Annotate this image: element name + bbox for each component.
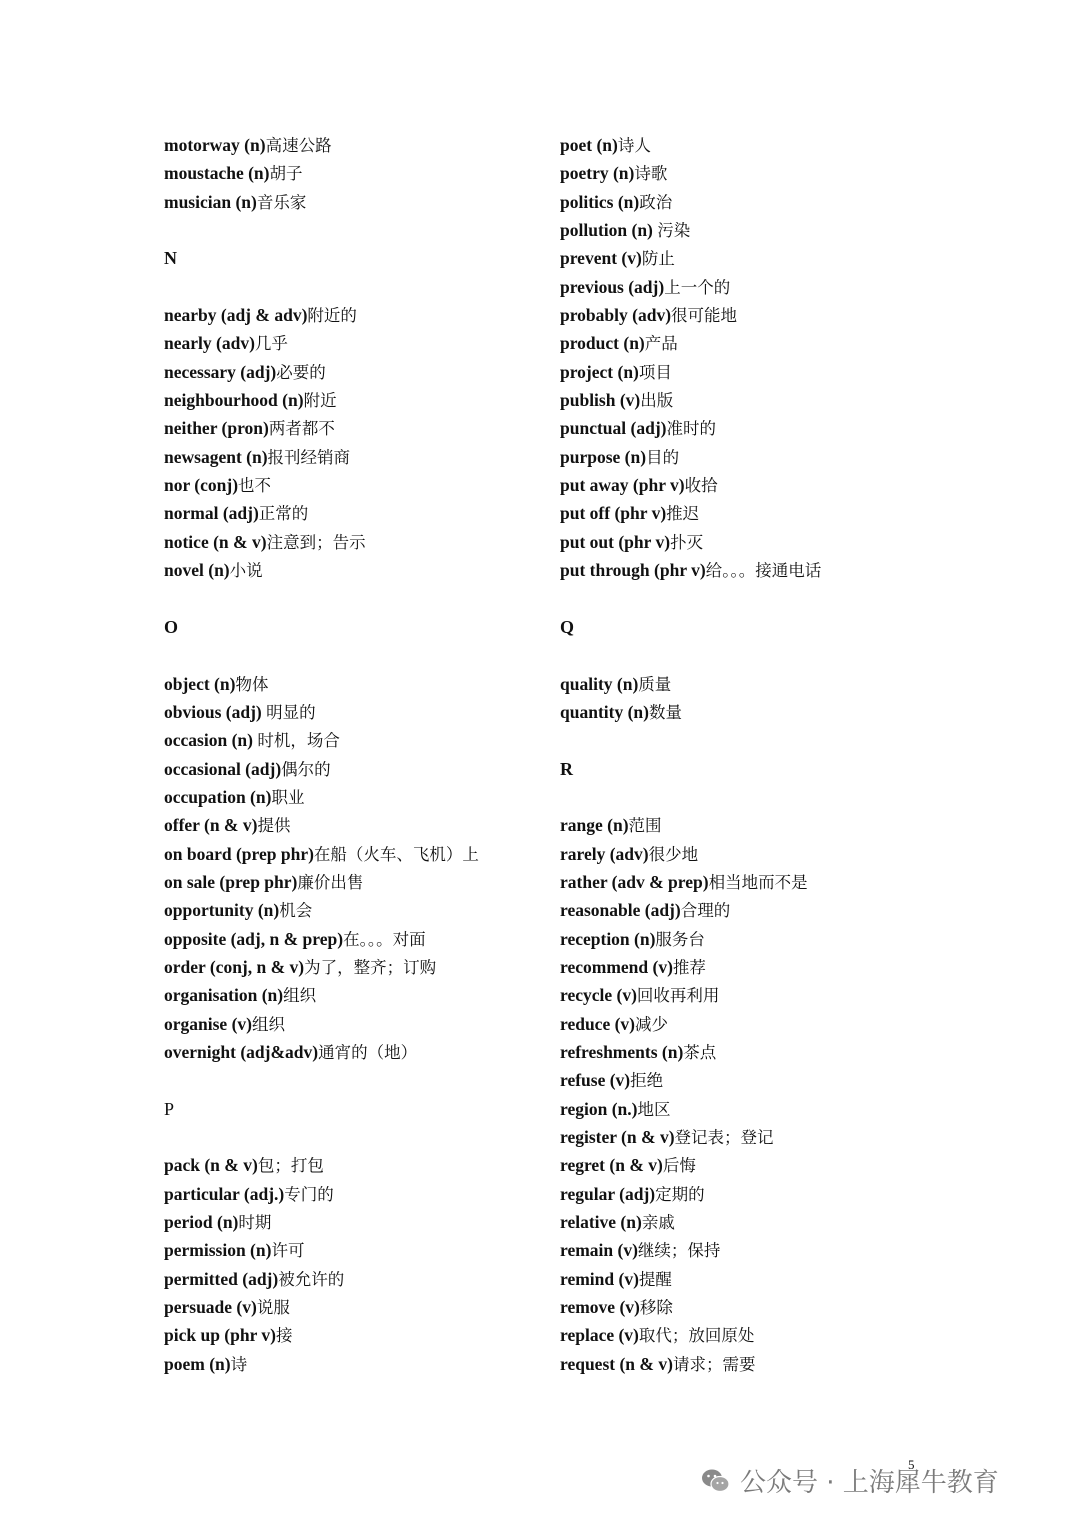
vocab-term: occasion (n): [164, 730, 258, 751]
vocab-term: occasional (adj): [164, 758, 282, 779]
vocab-definition: 后悔: [662, 1156, 696, 1176]
vocab-definition: 出版: [640, 391, 674, 411]
vocab-term: reasonable (adj): [560, 900, 681, 921]
vocab-entry: [164, 1180, 534, 1208]
vocab-definition: 职业: [271, 787, 305, 807]
vocab-term: purpose (n): [560, 446, 647, 467]
vocab-term: recommend (v): [560, 956, 673, 977]
vocab-entry: [560, 329, 980, 357]
vocab-term: pack (n & v): [164, 1155, 258, 1176]
vocab-term: musician (n): [164, 191, 257, 212]
vocab-entry: [560, 1066, 980, 1094]
vocab-term: rarely (adv): [560, 843, 649, 864]
vocab-term: normal (adj): [164, 503, 259, 524]
vocab-definition: 地区: [637, 1099, 671, 1119]
vocab-definition: 推迟: [666, 504, 700, 524]
blank-line: [560, 783, 980, 811]
vocab-entry: [560, 698, 980, 726]
vocab-definition: 拒绝: [630, 1071, 664, 1091]
vocab-entry: [560, 1321, 980, 1349]
blank-line: [560, 585, 980, 613]
vocab-entry: [164, 755, 534, 783]
left-column: [164, 131, 534, 1378]
vocab-definition: 时期: [238, 1213, 272, 1233]
vocab-definition: 污染: [657, 221, 691, 241]
vocab-term: product (n): [560, 333, 645, 354]
vocab-definition: 数量: [648, 702, 682, 722]
vocab-entry: [164, 726, 534, 754]
vocab-definition: 回收再利用: [636, 986, 720, 1006]
blank-line: [164, 273, 534, 301]
vocab-definition: 扑灭: [670, 532, 704, 552]
blank-line: [164, 216, 534, 244]
vocab-definition: 质量: [638, 674, 672, 694]
vocab-entry: [164, 783, 534, 811]
vocab-definition: 登记表；登记: [674, 1128, 774, 1148]
vocab-definition: 小说: [229, 561, 263, 581]
vocab-term: remind (v): [560, 1268, 639, 1289]
vocab-term: request (n & v): [560, 1353, 673, 1374]
vocab-definition: 机会: [279, 901, 313, 921]
vocab-definition: 通宵的（地）: [318, 1043, 418, 1062]
vocab-entry: [164, 981, 534, 1009]
vocab-definition: 偶尔的: [281, 759, 331, 779]
vocab-entry: [560, 925, 980, 953]
vocab-definition: 廉价出售: [297, 872, 364, 892]
blank-line: [164, 1123, 534, 1151]
vocab-term: neither (pron): [164, 418, 269, 439]
vocab-definition: 防止: [641, 249, 675, 269]
vocab-entry: [560, 1123, 980, 1151]
vocab-term: remain (v): [560, 1240, 638, 1261]
vocab-entry: [164, 159, 534, 187]
vocab-definition: 产品: [644, 334, 678, 354]
vocab-term: publish (v): [560, 390, 641, 411]
vocab-definition: 在。。。对面: [343, 929, 426, 949]
vocab-term: organisation (n): [164, 985, 284, 1006]
vocab-entry: [560, 301, 980, 329]
vocab-term: replace (v): [560, 1325, 639, 1346]
vocab-entry: [164, 1350, 534, 1378]
vocab-term: neighbourhood (n): [164, 390, 304, 411]
vocab-term: quantity (n): [560, 701, 649, 722]
vocab-definition: 报刊经销商: [267, 447, 351, 467]
section-letter-text: P: [164, 1098, 175, 1119]
vocab-entry: [164, 698, 534, 726]
vocab-entry: [164, 953, 534, 981]
vocab-entry: [560, 1151, 980, 1179]
vocab-definition: 专门的: [284, 1184, 334, 1204]
vocab-term: previous (adj): [560, 276, 665, 297]
vocab-definition: 说服: [256, 1298, 290, 1318]
vocab-term: on sale (prep phr): [164, 871, 298, 892]
vocab-definition: 请求；需要: [672, 1354, 756, 1374]
vocab-definition: 相当地而不是: [708, 872, 808, 892]
vocab-term: nearby (adj & adv): [164, 305, 308, 326]
vocab-definition: 注意到；告示: [266, 532, 366, 552]
vocab-definition: 也不: [238, 476, 272, 496]
vocab-term: pick up (phr v): [164, 1325, 277, 1346]
vocab-entry: [164, 925, 534, 953]
vocab-entry: [560, 216, 980, 244]
vocab-definition: 两者都不: [268, 419, 335, 439]
vocab-entry: [560, 131, 980, 159]
vocab-term: register (n & v): [560, 1127, 675, 1148]
section-letter: [164, 244, 534, 272]
section-letter-text: Q: [560, 616, 575, 637]
vocab-term: reduce (v): [560, 1013, 635, 1034]
vocab-term: offer (n & v): [164, 815, 258, 836]
vocab-definition: 胡子: [269, 164, 303, 184]
vocab-definition: 范围: [628, 816, 662, 836]
vocab-definition: 提供: [257, 816, 291, 836]
blank-line: [164, 1066, 534, 1094]
vocab-entry: [560, 358, 980, 386]
vocab-definition: 服务台: [655, 929, 705, 949]
vocab-term: particular (adj.): [164, 1183, 285, 1204]
vocab-term: prevent (v): [560, 248, 642, 269]
vocab-term: region (n.): [560, 1098, 638, 1119]
vocab-term: poet (n): [560, 135, 618, 155]
vocab-definition: 时机，场合: [257, 731, 340, 751]
vocab-definition: 很可能地: [671, 306, 738, 326]
vocab-entry: [560, 1180, 980, 1208]
vocab-term: rather (adv & prep): [560, 871, 709, 892]
vocab-term: poem (n): [164, 1353, 231, 1374]
vocab-entry: [164, 329, 534, 357]
vocab-entry: [560, 499, 980, 527]
vocab-term: organise (v): [164, 1013, 252, 1034]
vocab-entry: [164, 868, 534, 896]
section-letter: [560, 613, 980, 641]
vocab-term: opposite (adj, n & prep): [164, 928, 344, 949]
vocab-definition: 提醒: [638, 1269, 672, 1289]
vocab-term: put through (phr v): [560, 560, 706, 581]
vocab-definition: 诗人: [617, 136, 651, 155]
vocab-definition: 很少地: [648, 844, 699, 864]
vocab-definition: 包；打包: [257, 1156, 324, 1176]
vocab-definition: 附近: [303, 391, 337, 411]
vocab-entry: [560, 840, 980, 868]
blank-line: [560, 641, 980, 669]
vocab-term: period (n): [164, 1212, 239, 1233]
vocab-entry: [560, 244, 980, 272]
vocab-definition: 移除: [639, 1298, 673, 1318]
vocab-definition: 继续；保持: [637, 1241, 721, 1261]
vocab-term: refreshments (n): [560, 1042, 684, 1062]
vocab-entry: [560, 670, 980, 698]
vocab-term: quality (n): [560, 673, 639, 694]
vocab-entry: [164, 1151, 534, 1179]
vocab-entry: [560, 1350, 980, 1378]
vocab-entry: [560, 1265, 980, 1293]
vocab-definition: 高速公路: [265, 136, 332, 155]
vocab-definition: 组织: [283, 986, 317, 1006]
vocab-term: newsagent (n): [164, 446, 268, 467]
vocab-entry: [560, 1095, 980, 1123]
vocab-entry: [164, 1293, 534, 1321]
vocab-term: put off (phr v): [560, 503, 667, 524]
vocab-term: reception (n): [560, 928, 656, 949]
vocab-definition: 亲戚: [641, 1213, 675, 1233]
vocab-entry: [560, 443, 980, 471]
vocab-entry: [164, 386, 534, 414]
vocab-definition: 收拾: [684, 476, 718, 496]
vocab-definition: 物体: [235, 674, 269, 694]
vocab-term: pollution (n): [560, 220, 658, 241]
vocab-entry: [164, 811, 534, 839]
vocab-entry: [164, 896, 534, 924]
section-letter: [164, 1095, 534, 1123]
vocab-definition: 定期的: [655, 1184, 705, 1204]
vocab-term: remove (v): [560, 1297, 640, 1318]
vocab-term: regular (adj): [560, 1183, 656, 1204]
right-column: [560, 131, 980, 1378]
page-number: 5: [908, 1457, 915, 1472]
vocab-definition: 几乎: [254, 334, 288, 354]
vocab-term: moustache (n): [164, 163, 270, 184]
vocab-entry: [164, 1038, 534, 1066]
vocab-definition: 在船（火车、飞机）上: [313, 844, 479, 864]
vocab-entry: [560, 386, 980, 414]
vocab-entry: [164, 1321, 534, 1349]
wechat-icon: [700, 1465, 732, 1497]
vocab-term: range (n): [560, 815, 629, 836]
vocab-entry: [164, 670, 534, 698]
vocab-entry: [560, 811, 980, 839]
vocab-definition: 减少: [635, 1014, 668, 1034]
vocab-definition: 诗歌: [634, 164, 668, 184]
blank-line: [164, 641, 534, 669]
vocab-definition: 推荐: [672, 957, 706, 977]
vocab-term: project (n): [560, 361, 639, 382]
vocab-entry: [164, 188, 534, 216]
vocab-term: opportunity (n): [164, 900, 280, 921]
vocab-entry: [560, 981, 980, 1009]
vocab-definition: 准时的: [666, 419, 716, 439]
vocab-term: occupation (n): [164, 786, 272, 807]
blank-line: [560, 726, 980, 754]
vocab-definition: 诗: [230, 1354, 248, 1374]
vocab-term: on board (prep phr): [164, 843, 314, 864]
vocab-term: necessary (adj): [164, 361, 277, 382]
vocab-definition: 目的: [646, 447, 680, 467]
vocab-definition: 给。。。接通电话: [705, 561, 822, 581]
blank-line: [164, 585, 534, 613]
vocab-term: permitted (adj): [164, 1268, 279, 1289]
vocab-term: probably (adv): [560, 305, 672, 326]
vocab-definition: 音乐家: [256, 192, 307, 212]
vocab-entry: [164, 414, 534, 442]
vocab-definition: 项目: [638, 362, 672, 382]
vocab-definition: 必要的: [276, 362, 326, 382]
vocab-term: object (n): [164, 673, 236, 694]
vocab-entry: [164, 556, 534, 584]
vocab-definition: 许可: [271, 1241, 305, 1261]
vocab-entry: [164, 131, 534, 159]
vocab-entry: [164, 358, 534, 386]
vocab-entry: [560, 896, 980, 924]
vocab-entry: [560, 273, 980, 301]
vocab-entry: [164, 840, 534, 868]
vocab-entry: [560, 1293, 980, 1321]
vocab-entry: [164, 1236, 534, 1264]
vocab-term: recycle (v): [560, 985, 637, 1006]
vocab-entry: [164, 443, 534, 471]
vocab-definition: 明显的: [266, 702, 316, 722]
vocab-term: regret (n & v): [560, 1155, 663, 1176]
vocab-definition: 合理的: [680, 901, 731, 921]
vocab-entry: [560, 471, 980, 499]
vocab-term: persuade (v): [164, 1297, 257, 1318]
vocab-term: nor (conj): [164, 475, 239, 496]
vocab-definition: 为了，整齐；订购: [304, 957, 437, 977]
vocab-entry: [560, 1038, 980, 1066]
section-letter-text: O: [164, 616, 179, 637]
vocab-definition: 上一个的: [664, 277, 731, 297]
vocab-term: put out (phr v): [560, 531, 671, 552]
vocab-entry: [560, 1010, 980, 1038]
vocab-definition: 被允许的: [278, 1269, 345, 1289]
vocab-definition: 组织: [251, 1014, 285, 1034]
vocab-term: obvious (adj): [164, 701, 267, 722]
vocab-entry: [164, 528, 534, 556]
vocab-entry: [560, 1236, 980, 1264]
vocab-term: refuse (v): [560, 1070, 631, 1091]
vocab-term: notice (n & v): [164, 531, 267, 552]
section-letter-text: R: [560, 758, 573, 779]
vocab-entry: [164, 1265, 534, 1293]
vocab-term: order (conj, n & v): [164, 956, 305, 977]
vocab-term: punctual (adj): [560, 418, 667, 439]
section-letter: [164, 613, 534, 641]
vocab-entry: [164, 1208, 534, 1236]
watermark: [700, 1462, 999, 1499]
vocab-term: overnight (adj&adv): [164, 1042, 319, 1062]
vocab-entry: [560, 868, 980, 896]
vocab-term: poetry (n): [560, 163, 635, 184]
vocab-entry: [560, 1208, 980, 1236]
vocab-definition: 政治: [639, 192, 673, 212]
vocab-entry: [164, 499, 534, 527]
vocab-entry: [560, 556, 980, 584]
section-letter: [560, 755, 980, 783]
vocab-entry: [560, 159, 980, 187]
vocab-term: motorway (n): [164, 135, 266, 155]
vocab-term: nearly (adv): [164, 333, 255, 354]
vocab-definition: 附近的: [307, 306, 357, 326]
vocab-definition: 取代；放回原处: [638, 1326, 755, 1346]
vocab-term: permission (n): [164, 1240, 272, 1261]
vocab-entry: [560, 953, 980, 981]
vocab-entry: [164, 1010, 534, 1038]
vocab-term: novel (n): [164, 560, 230, 581]
vocab-term: put away (phr v): [560, 475, 685, 496]
vocab-entry: [560, 414, 980, 442]
vocab-entry: [560, 188, 980, 216]
vocab-entry: [164, 301, 534, 329]
vocab-term: politics (n): [560, 191, 640, 212]
vocab-definition: 正常的: [258, 504, 309, 524]
section-letter-text: N: [164, 248, 177, 269]
vocab-definition: 接: [276, 1326, 293, 1346]
watermark-text: 公众号 · 上海犀牛教育: [740, 1468, 999, 1498]
vocab-term: relative (n): [560, 1212, 642, 1233]
vocab-definition: 茶点: [683, 1043, 717, 1062]
vocab-entry: [560, 528, 980, 556]
vocab-entry: [164, 471, 534, 499]
